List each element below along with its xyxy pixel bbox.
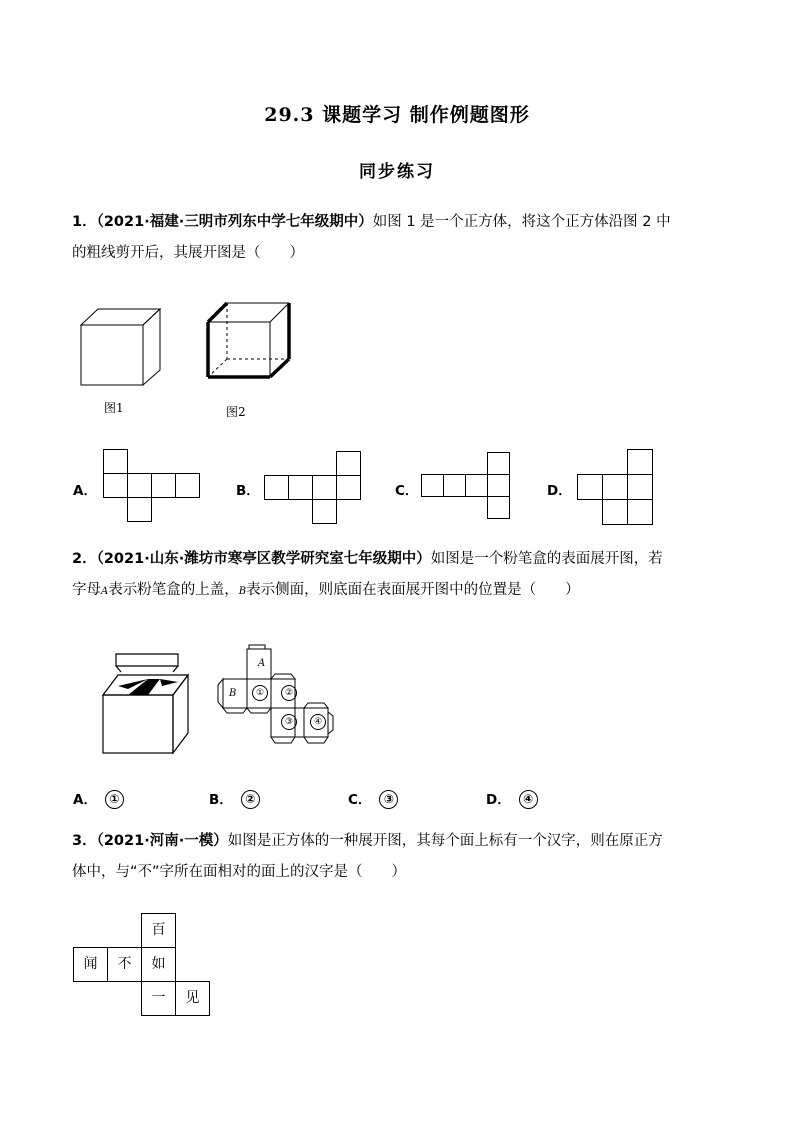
q2-text-2b: 表示粉笔盒的上盖， bbox=[108, 582, 239, 598]
q3-line1 bbox=[72, 826, 663, 857]
q1-option-c-label[interactable]: C． bbox=[395, 483, 419, 499]
q1-option-d-label[interactable]: D． bbox=[547, 483, 572, 499]
q3-cell-wen: 闻 bbox=[83, 956, 98, 972]
q2-option-c-label: C． bbox=[348, 792, 372, 808]
q2-net-circle-1: ① bbox=[252, 685, 268, 701]
q2-net-label-b: B bbox=[229, 688, 237, 699]
q2-text-1: 如图是一个粉笔盒的表面展开图，若 bbox=[430, 551, 663, 567]
q2-source: （2021·山东·潍坊市寒亭区教学研究室七年级期中） bbox=[96, 551, 431, 567]
q2-option-c[interactable] bbox=[348, 788, 398, 809]
q2-option-a-value: ① bbox=[105, 790, 124, 809]
q2-net-circle-2: ② bbox=[281, 685, 297, 701]
q2-option-a[interactable] bbox=[73, 788, 124, 809]
q1-fig2-cube bbox=[206, 302, 292, 382]
q2-net-label-a: A bbox=[258, 658, 266, 669]
q3-number: 3． bbox=[72, 833, 97, 849]
q3-cell-bai: 百 bbox=[151, 922, 166, 938]
q2-text-2c: 表示侧面，则底面在表面展开图中的位置是（ ） bbox=[246, 582, 580, 598]
q2-option-a-label: A． bbox=[73, 792, 97, 808]
q2-option-d-value: ④ bbox=[519, 790, 538, 809]
q3-cell-ru: 如 bbox=[151, 956, 166, 972]
q1-line1 bbox=[72, 207, 671, 238]
q3-cell-jian: 见 bbox=[185, 990, 200, 1006]
q2-letter-b: B bbox=[238, 586, 247, 597]
q1-option-a-net[interactable] bbox=[103, 449, 203, 524]
q2-net-circle-4: ④ bbox=[310, 714, 326, 730]
q3-text-1: 如图是正方体的一种展开图，其每个面上标有一个汉字，则在原正方 bbox=[227, 833, 663, 849]
q2-number: 2． bbox=[72, 551, 97, 567]
q1-fig1-cube bbox=[80, 308, 162, 386]
q1-option-b-net[interactable] bbox=[264, 451, 364, 526]
q2-text-2a: 字母 bbox=[72, 582, 101, 598]
q3-cell-yi: 一 bbox=[151, 990, 166, 1006]
q1-option-c-net[interactable] bbox=[421, 452, 521, 527]
q2-option-d[interactable] bbox=[486, 788, 538, 809]
q2-option-b-value: ② bbox=[241, 790, 260, 809]
q1-line2: 的粗线剪开后，其展开图是（ ） bbox=[72, 245, 304, 261]
q3-line2: 体中，与“不”字所在面相对的面上的汉字是（ ） bbox=[72, 864, 407, 880]
q2-option-c-value: ③ bbox=[379, 790, 398, 809]
q2-line1 bbox=[72, 544, 663, 575]
page-title: 29.3 课题学习 制作例题图形 bbox=[264, 104, 530, 126]
q1-text-1: 如图 1 是一个正方体，将这个正方体沿图 2 中 bbox=[372, 214, 671, 230]
q2-letter-a: A bbox=[101, 586, 109, 597]
q1-number: 1． bbox=[72, 214, 97, 230]
q2-option-b[interactable] bbox=[209, 788, 260, 809]
q3-cell-bu: 不 bbox=[117, 956, 132, 972]
q1-option-b-label[interactable]: B． bbox=[236, 483, 260, 499]
q2-option-b-label: B． bbox=[209, 792, 233, 808]
q1-fig2-caption: 图2 bbox=[226, 405, 246, 419]
q3-source: （2021·河南·一模） bbox=[96, 833, 228, 849]
q2-chalk-box bbox=[100, 653, 192, 755]
q2-line2 bbox=[72, 575, 580, 607]
q2-option-d-label: D． bbox=[486, 792, 511, 808]
q1-option-d-net[interactable] bbox=[577, 449, 657, 527]
q1-option-a-label[interactable]: A． bbox=[73, 483, 97, 499]
q1-source: （2021·福建·三明市列东中学七年级期中） bbox=[96, 214, 373, 230]
q2-net-circle-3: ③ bbox=[281, 714, 297, 730]
q1-fig1-caption: 图1 bbox=[104, 401, 124, 415]
page-subtitle: 同步练习 bbox=[359, 162, 435, 182]
